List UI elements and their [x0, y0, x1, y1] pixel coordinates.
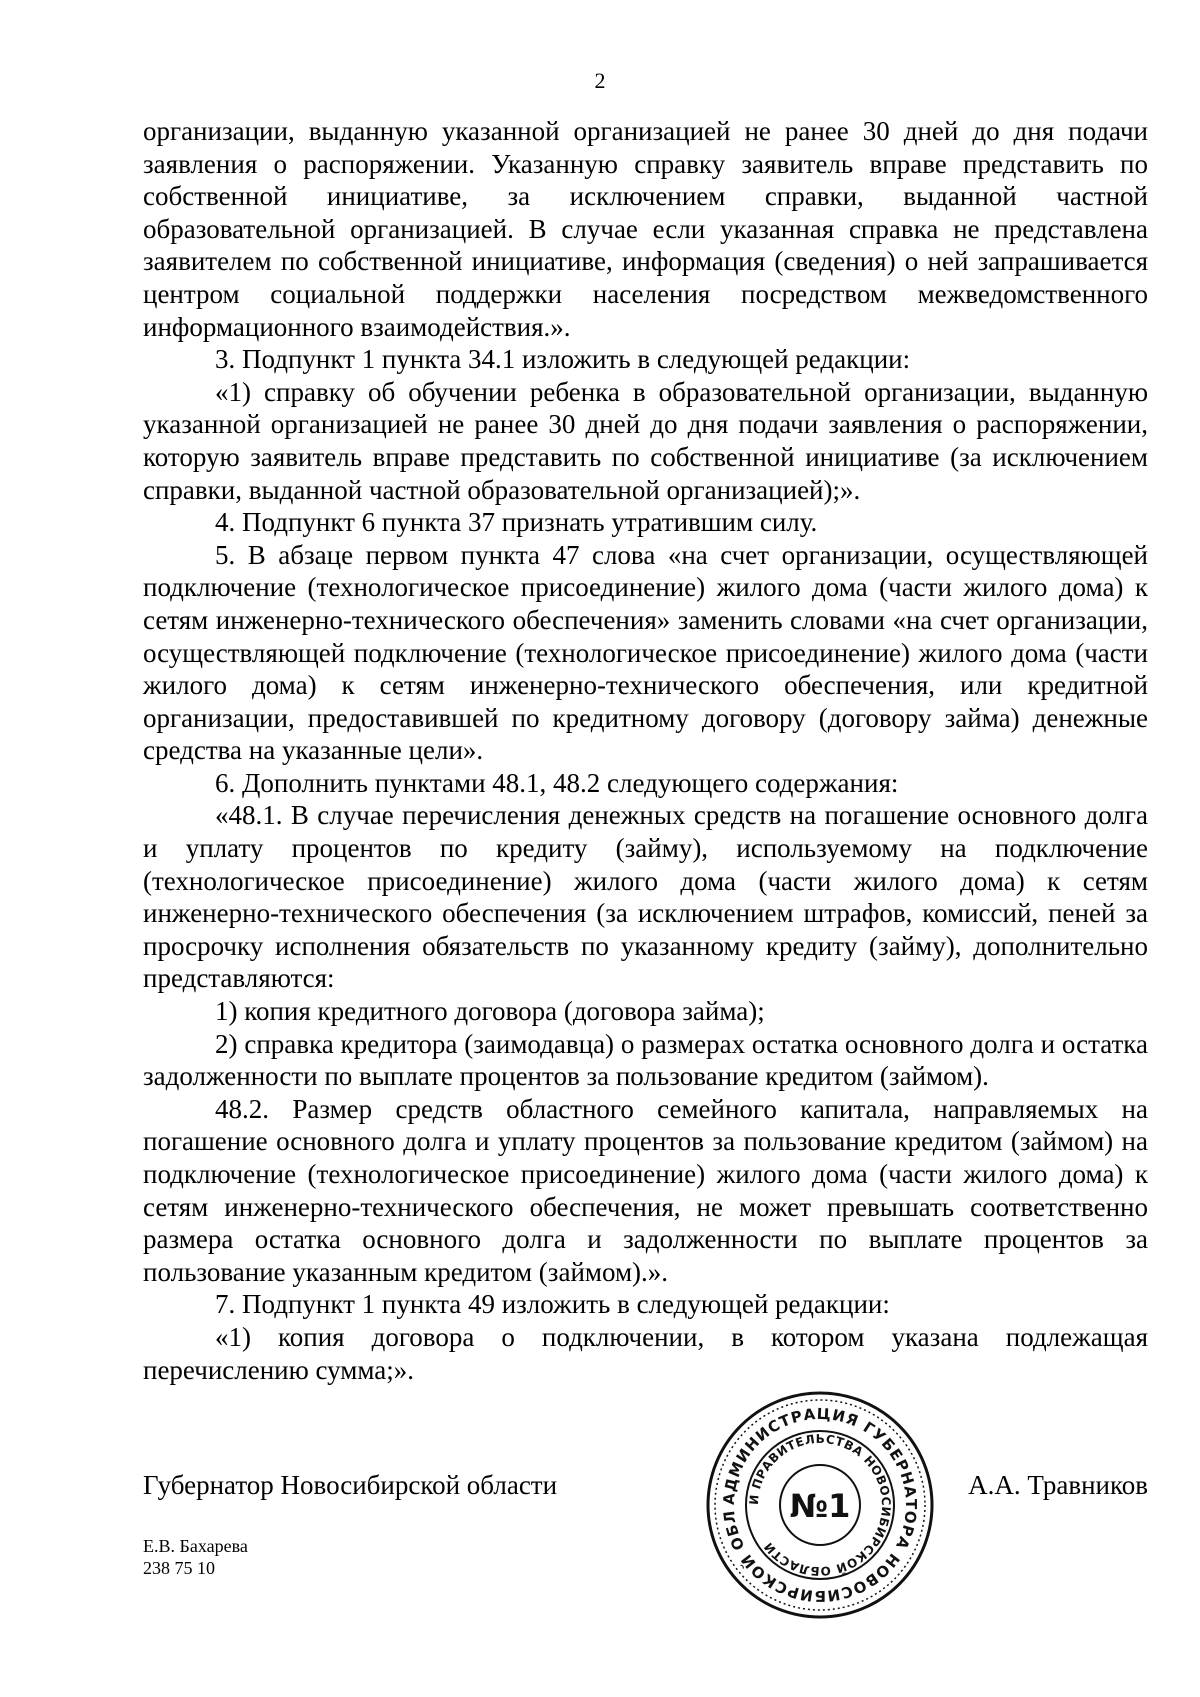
paragraph: «48.1. В случае перечисления денежных средств на погашение основного долга и уплату процентов по кредиту (займу), используемому на подключение (технологическое присоединение) жилого дома (части жилого дома) к сетям инженерно-технического обеспечения (за исключением штрафов, комиссий, пеней за просрочку исполнения обязательств по указанному кредиту (займу), дополнительно представляются:	[143, 800, 1148, 994]
stamp-outer-text: АДМИНИСТРАЦИЯ ГУБЕРНАТОРА НОВОСИБИРСКОЙ ОБЛ	[719, 1404, 921, 1606]
executor-name: Е.В. Бахарева	[143, 1536, 248, 1556]
paragraph: 4. Подпункт 6 пункта 37 признать утратившим силу.	[215, 507, 818, 538]
signatory-title: Губернатор Новосибирской области	[143, 1470, 558, 1500]
stamp-number: №1	[789, 1487, 851, 1525]
paragraph: 48.2. Размер средств областного семейного капитала, направляемых на погашение основного долга и уплату процентов за пользование кредитом (займом) на подключение (технологическое присоединение) жилого дома (части жилого дома) к сетям инженерно-технического обеспечения, не может превышать соответственно размера остатка основного долга и задолженности по выплате процентов за пользование указанным кредитом (займом).».	[143, 1093, 1148, 1287]
paragraph: 7. Подпункт 1 пункта 49 изложить в следующей редакции:	[215, 1289, 890, 1320]
paragraph: 6. Дополнить пунктами 48.1, 48.2 следующего содержания:	[215, 767, 899, 798]
stamp-inner-text: И ПРАВИТЕЛЬСТВА НОВОСИБИРСКОЙ ОБЛАСТИ	[746, 1431, 894, 1579]
executor-phone: 238 75 10	[143, 1558, 215, 1578]
paragraph: «1) справку об обучении ребенка в образовательной организации, выданную указанной организацией не ранее 30 дней до дня подачи заявления о распоряжении, которую заявитель вправе представить по собственной инициативе (за исключением справки, выданной частной образовательной организацией);».	[143, 376, 1148, 505]
paragraph: организации, выданную указанной организацией не ранее 30 дней до дня подачи заявления о распоряжении. Указанную справку заявитель вправе представить по собственной инициативе, за исключением справки, выданной частной образовательной организацией. В случае если указанная справка не представлена заявителем по собственной инициативе, информация (сведения) о ней запрашивается центром социальной поддержки населения посредством межведомственного информационного взаимодействия.».	[143, 116, 1148, 342]
signatory-name: А.А. Травников	[968, 1470, 1148, 1500]
document-body	[143, 115, 1148, 1386]
paragraph: 2) справка кредитора (заимодавца) о размерах остатка основного долга и остатка задолженности по выплате процентов за пользование кредитом (займом).	[143, 1028, 1148, 1092]
signature-block	[143, 1470, 1148, 1510]
official-seal-stamp	[700, 1385, 940, 1625]
page-number: 2	[594, 68, 606, 93]
paragraph: 3. Подпункт 1 пункта 34.1 изложить в следующей редакции:	[215, 344, 911, 375]
paragraph: 1) копия кредитного договора (договора займа);	[215, 996, 765, 1027]
paragraph: 5. В абзаце первом пункта 47 слова «на счет организации, осуществляющей подключение (технологическое присоединение) жилого дома (части жилого дома) к сетям инженерно-технического обеспечения» заменить словами «на счет организации, осуществляющей подключение (технологическое присоединение) жилого дома (части жилого дома) к сетям инженерно-технического обеспечения, или кредитной организации, предоставившей по кредитному договору (договору займа) денежные средства на указанные цели».	[143, 539, 1148, 766]
paragraph: «1) копия договора о подключении, в котором указана подлежащая перечислению сумма;».	[143, 1321, 1148, 1385]
executor-info	[143, 1535, 248, 1579]
